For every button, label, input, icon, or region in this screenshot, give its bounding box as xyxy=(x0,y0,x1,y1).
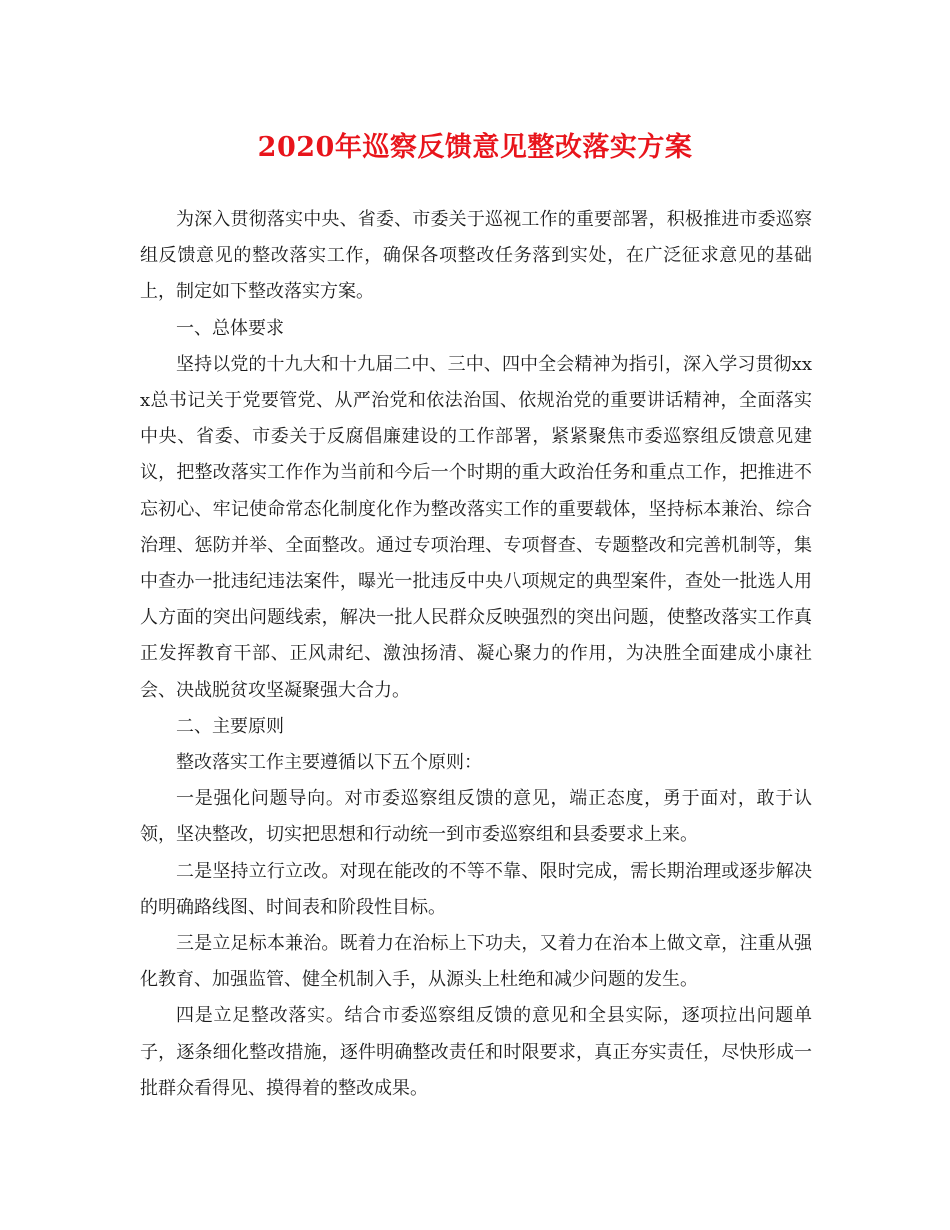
document-body xyxy=(140,202,812,1107)
paragraph-principle-3: 三是立足标本兼治。既着力在治标上下功夫，又着力在治本上做文章，注重从强化教育、加强监管、健全机制入手，从源头上杜绝和减少问题的发生。 xyxy=(140,933,812,991)
paragraph-principle-2: 二是坚持立行立改。对现在能改的不等不靠、限时完成，需长期治理或逐步解决的明确路线图、时间表和阶段性目标。 xyxy=(140,860,812,918)
paragraph-general-requirements: 坚持以党的十九大和十九届二中、三中、四中全会精神为指引，深入学习贯彻xxx总书记关于党要管党、从严治党和依法治国、依规治党的重要讲话精神，全面落实中央、省委、市委关于反腐倡廉建设的工作部署，紧紧聚焦市委巡察组反馈意见建议，把整改落实工作作为当前和今后一个时期的重大政治任务和重点工作，把推进不忘初心、牢记使命常态化制度化作为整改落实工作的重要载体，坚持标本兼治、综合治理、惩防并举、全面整改。通过专项治理、专项督查、专题整改和完善机制等，集中查办一批违纪违法案件，曝光一批违反中央八项规定的典型案件，查处一批选人用人方面的突出问题线索，解决一批人民群众反映强烈的突出问题，使整改落实工作真正发挥教育干部、正风肃纪、激浊扬清、凝心聚力的作用，为决胜全面建成小康社会、决战脱贫攻坚凝聚强大合力。 xyxy=(140,353,812,701)
heading-main-principles: 二、主要原则 xyxy=(176,715,284,737)
paragraph-intro: 为深入贯彻落实中央、省委、市委关于巡视工作的重要部署，积极推进市委巡察组反馈意见的整改落实工作，确保各项整改任务落到实处，在广泛征求意见的基础上，制定如下整改落实方案。 xyxy=(140,209,812,303)
paragraph-principle-4: 四是立足整改落实。结合市委巡察组反馈的意见和全县实际，逐项拉出问题单子，逐条细化整改措施，逐件明确整改责任和时限要求，真正夯实责任，尽快形成一批群众看得见、摸得着的整改成果。 xyxy=(140,1005,812,1099)
paragraph-principle-1: 一是强化问题导向。对市委巡察组反馈的意见，端正态度，勇于面对，敢于认领，坚决整改，切实把思想和行动统一到市委巡察组和县委要求上来。 xyxy=(140,788,812,846)
document-title: 2020年巡察反馈意见整改落实方案 xyxy=(257,132,693,163)
heading-general-requirements: 一、总体要求 xyxy=(176,317,284,339)
paragraph-principles-intro: 整改落实工作主要遵循以下五个原则： xyxy=(176,752,482,774)
